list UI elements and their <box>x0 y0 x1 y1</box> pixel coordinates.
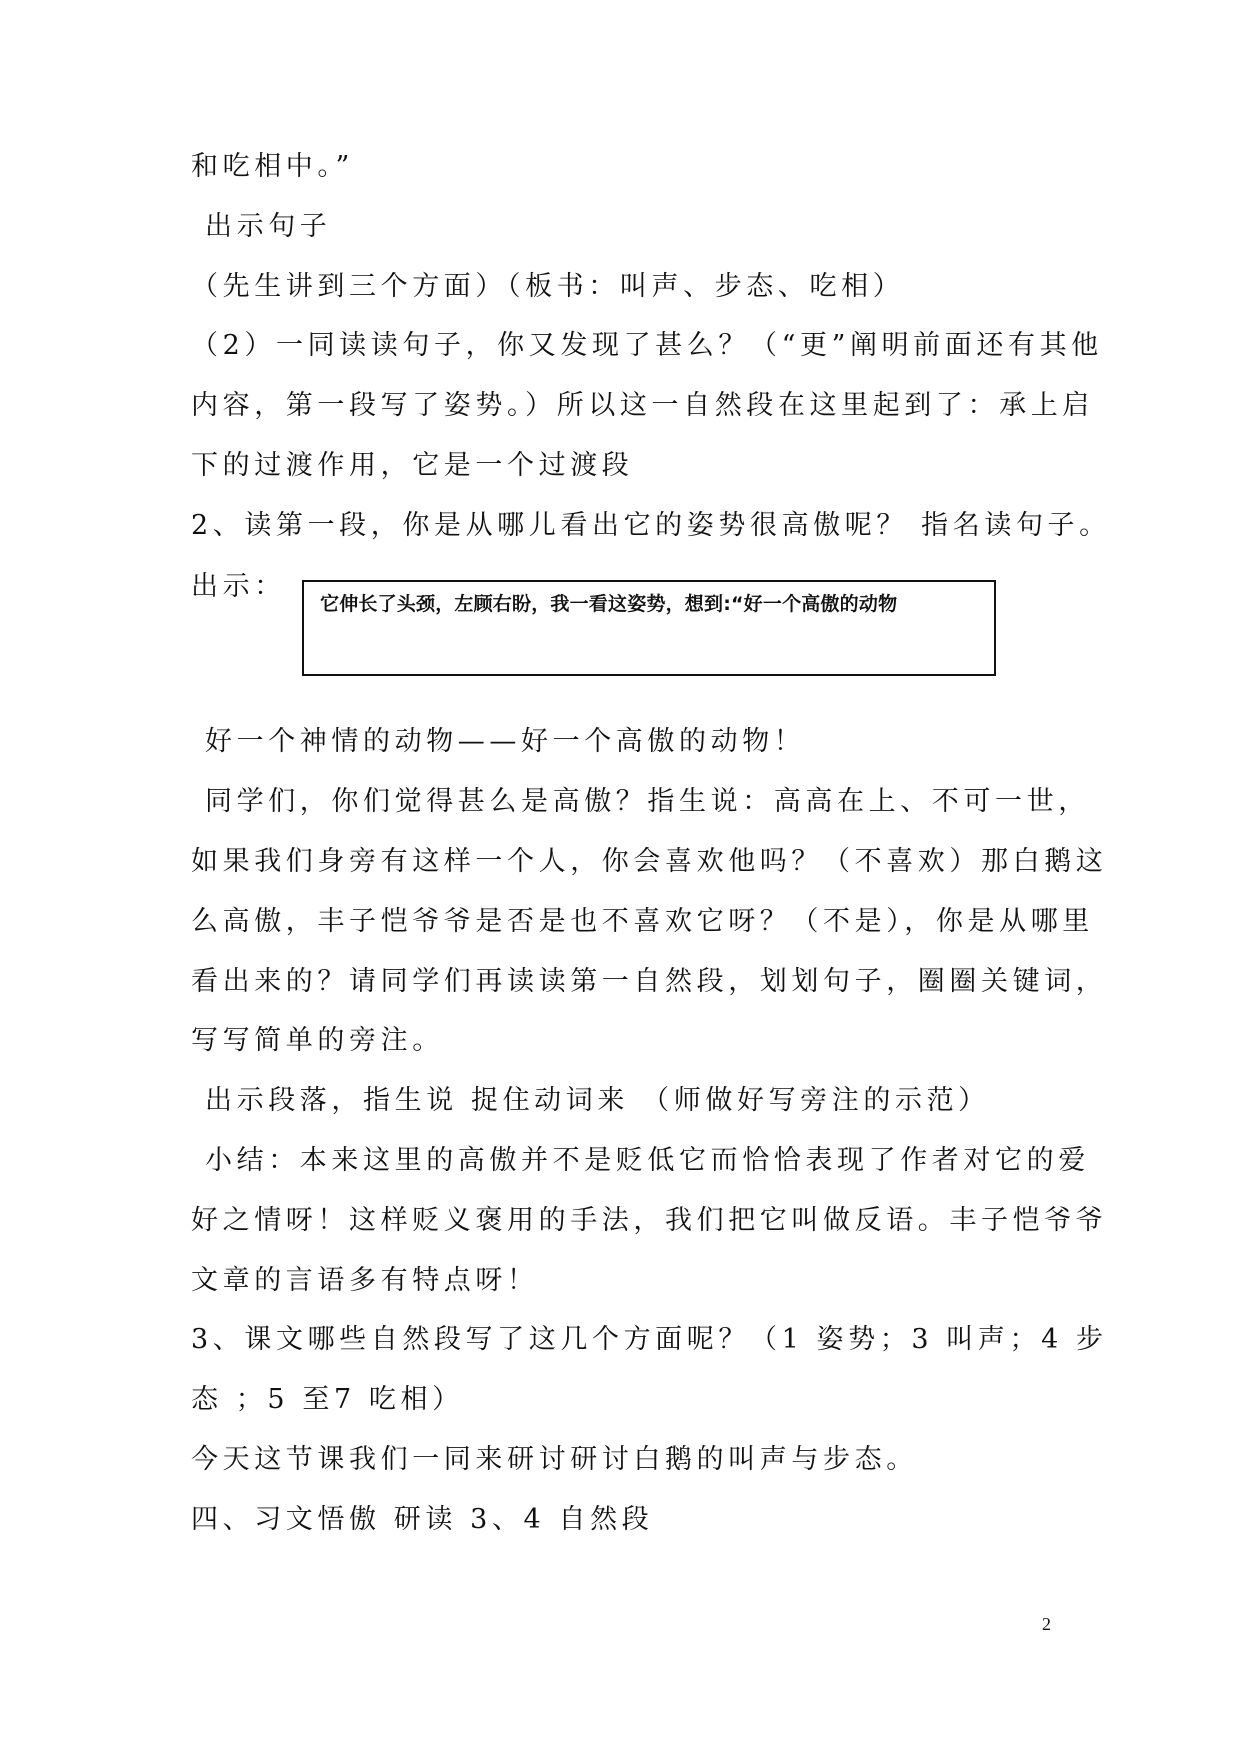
text-line: （先生讲到三个方面）（板书：叫声、步态、吃相） <box>191 271 905 302</box>
text-line: 下的过渡作用，它是一个过渡段 <box>191 450 634 481</box>
text-line: 今天这节课我们一同来研讨研讨白鹅的叫声与步态。 <box>191 1444 918 1475</box>
text-line: 好之情呀！这样贬义褒用的手法，我们把它叫做反语。丰子恺爷爷 <box>191 1205 1108 1236</box>
text-line: 看出来的？请同学们再读读第一自然段，划划句子，圈圈关键词， <box>191 966 1108 997</box>
text-line: 和吃相中。” <box>191 151 354 182</box>
text-line: 态 ；5 至7 吃相） <box>191 1384 464 1415</box>
text-line: 四、习文悟傲 研读 3、4 自然段 <box>191 1504 654 1535</box>
text-line: 出示段落，指生说 捉住动词来 （师做好写旁注的示范） <box>205 1085 990 1116</box>
text-line: 好一个神情的动物——好一个高傲的动物！ <box>205 726 806 757</box>
text-line: 同学们，你们觉得甚么是高傲？指生说：高高在上、不可一世， <box>205 786 1090 817</box>
text-line: 内容，第一段写了姿势。）所以这一自然段在这里起到了：承上启 <box>191 390 1094 421</box>
text-line: 出示句子 <box>205 211 332 242</box>
text-line: 3、课文哪些自然段写了这几个方面呢？（1 姿势；3 叫声；4 步 <box>191 1324 1108 1355</box>
quoted-sentence-box <box>302 580 996 676</box>
text-line: 写写简单的旁注。 <box>191 1025 444 1056</box>
text-line: 2、读第一段，你是从哪儿看出它的姿势很高傲呢？ 指名读句子。 <box>191 510 1111 541</box>
text-line: 么高傲，丰子恺爷爷是否是也不喜欢它呀？（不是），你是从哪里 <box>191 906 1094 937</box>
text-line: 文章的言语多有特点呀！ <box>191 1265 539 1296</box>
text-line: 如果我们身旁有这样一个人，你会喜欢他吗？（不喜欢）那白鹅这 <box>191 846 1108 877</box>
text-line: 小结：本来这里的高傲并不是贬低它而恰恰表现了作者对它的爱 <box>205 1145 1090 1176</box>
box-label: 出示： <box>191 571 286 602</box>
text-line: （2）一同读读句子，你又发现了甚么？（“更”阐明前面还有其他 <box>191 330 1103 361</box>
quoted-sentence: 它伸长了头颈，左顾右盼，我一看这姿势，想到:“好一个高傲的动物 <box>320 593 898 615</box>
page-number: 2 <box>1042 1614 1051 1634</box>
